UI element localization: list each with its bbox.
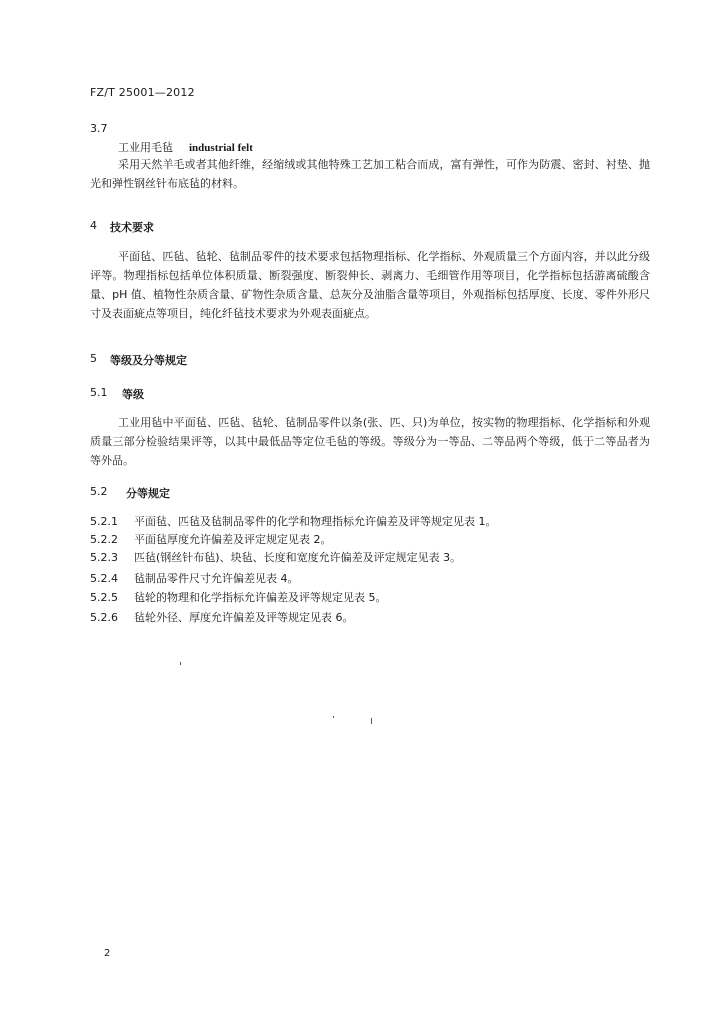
standard-code: FZ/T 25001—2012 [90, 86, 195, 99]
term-definition: 采用天然羊毛或者其他纤维，经缩绒或其他特殊工艺加工粘合而成，富有弹性，可作为防震、密封、衬垫、抛光和弹性钢丝针布底毡的材料。 [90, 158, 650, 190]
clause-number: 5.2.1 [90, 515, 118, 528]
section-4-number: 4 [90, 219, 97, 232]
scan-speck [371, 718, 372, 724]
clause-text: 平面毡、匹毡及毡制品零件的化学和物理指标允许偏差及评等规定见表 1。 [134, 515, 497, 528]
section-5-number: 5 [90, 352, 97, 365]
clause-5-2-6 [90, 609, 354, 625]
term-en: industrial felt [189, 142, 253, 154]
term-cn: 工业用毛毡 [118, 141, 173, 154]
term-heading [118, 139, 253, 155]
page-number: 2 [104, 948, 111, 959]
clause-text: 毡制品零件尺寸允许偏差见表 4。 [134, 572, 299, 585]
section-3-7-number: 3.7 [90, 122, 108, 135]
scan-speck [333, 716, 334, 718]
clause-5-2-1 [90, 513, 497, 529]
section-5-1-number: 5.1 [90, 386, 108, 399]
clause-number: 5.2.5 [90, 591, 118, 604]
clause-5-2-3 [90, 549, 461, 565]
section-4-paragraph: 平面毡、匹毡、毡轮、毡制品零件的技术要求包括物理指标、化学指标、外观质量三个方面内容，并以此分级评等。物理指标包括单位体积质量、断裂强度、断裂伸长、剥离力、毛细管作用等项目，化学指标包括游离硫酸含量、pH 值、植物性杂质含量、矿物性杂质含量、总灰分及油脂含量等项目，外观指标包括厚度、长度、零件外形尺寸及表面疵点等项目，纯化纤毡技术要求为外观表面疵点。 [90, 250, 650, 320]
section-5-2-number: 5.2 [90, 485, 108, 498]
section-5-2-title: 分等规定 [126, 487, 170, 500]
section-5-1-title: 等级 [122, 388, 144, 401]
clause-text: 匹毡(钢丝针布毡)、块毡、长度和宽度允许偏差及评定规定见表 3。 [134, 551, 462, 564]
section-5-1-paragraph: 工业用毡中平面毡、匹毡、毡轮、毡制品零件以条(张、匹、只)为单位，按实物的物理指标、化学指标和外观质量三部分检验结果评等，以其中最低品等定位毛毡的等级。等级分为一等品、二等品两个等级，低于二等品者为等外品。 [90, 416, 650, 467]
clause-text: 毡轮的物理和化学指标允许偏差及评等规定见表 5。 [134, 591, 387, 604]
clause-number: 5.2.4 [90, 572, 118, 585]
clause-number: 5.2.6 [90, 611, 118, 624]
clause-number: 5.2.3 [90, 551, 118, 564]
clause-number: 5.2.2 [90, 533, 118, 546]
scan-speck [180, 662, 181, 665]
clause-5-2-2 [90, 531, 332, 547]
clause-text: 毡轮外径、厚度允许偏差及评等规定见表 6。 [134, 611, 354, 624]
section-5-title: 等级及分等规定 [110, 354, 187, 367]
clause-5-2-5 [90, 589, 387, 605]
section-4-title: 技术要求 [110, 221, 154, 234]
clause-text: 平面毡厚度允许偏差及评定规定见表 2。 [134, 533, 332, 546]
clause-5-2-4 [90, 570, 299, 586]
